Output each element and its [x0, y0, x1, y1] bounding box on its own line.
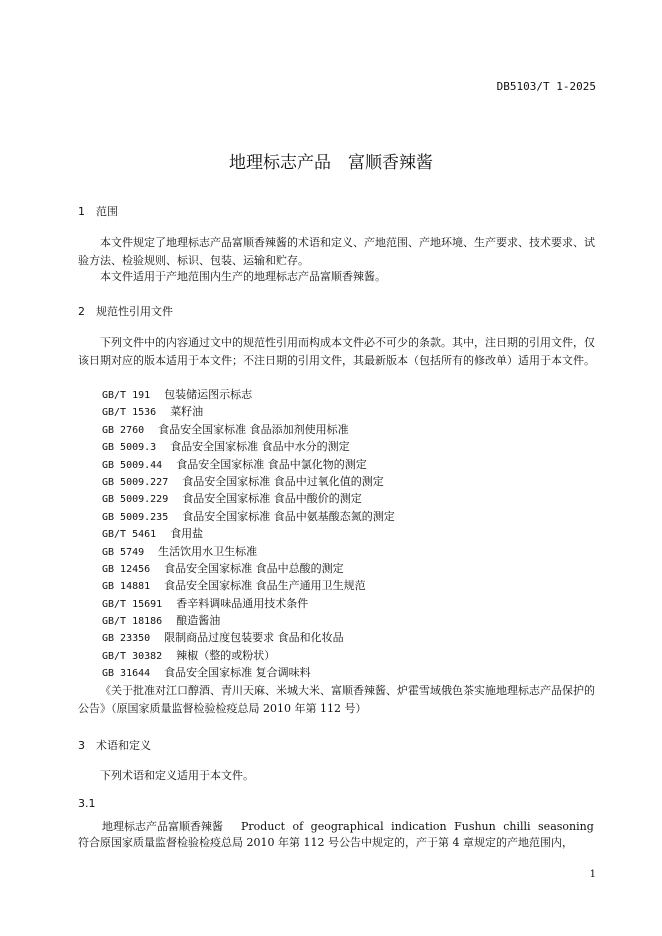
list-item	[102, 386, 395, 403]
subsection-number: 3.1	[78, 797, 96, 810]
terms-intro: 下列术语和定义适用于本文件。	[100, 769, 254, 782]
list-item	[102, 664, 395, 681]
section-1-heading	[78, 203, 118, 219]
list-item	[102, 647, 395, 664]
reference-code: GB 12456	[102, 563, 151, 575]
applicability-paragraph: 本文件适用于产地范围内生产的地理标志产品富顺香辣酱。	[100, 270, 386, 283]
list-item	[102, 543, 395, 560]
document-title: 地理标志产品 富顺香辣酱	[229, 153, 433, 173]
page-number: 1	[589, 869, 596, 880]
reference-title: 食品安全国家标准 食品中水分的测定	[170, 440, 350, 454]
reference-title: 包装储运图示标志	[164, 388, 253, 401]
list-item	[102, 473, 395, 490]
reference-list	[102, 386, 395, 682]
reference-title: 食品安全国家标准 食品中过氧化值的测定	[182, 474, 384, 488]
list-item	[102, 508, 395, 525]
section-title: 规范性引用文件	[96, 305, 173, 318]
section-2-heading	[78, 303, 173, 319]
reference-code: GB 5009.227	[102, 476, 169, 488]
reference-code: GB 23350	[102, 633, 151, 645]
term-chinese: 地理标志产品富顺香辣酱	[102, 820, 223, 833]
reference-title: 食品安全国家标准 食品中氨基酸态氮的测定	[182, 509, 395, 523]
reference-title: 食用盐	[170, 527, 204, 541]
list-item	[102, 421, 395, 438]
list-item	[102, 595, 395, 612]
reference-title: 食品安全国家标准 复合调味料	[164, 666, 311, 680]
reference-title: 食品安全国家标准 食品添加剂使用标准	[158, 422, 349, 436]
scope-paragraph: 本文件规定了地理标志产品富顺香辣酱的术语和定义、产地范围、产地环境、生产要求、技术要求、试验方法、检验规则、标识、包装、运输和贮存。	[78, 236, 595, 267]
reference-title: 生活饮用水卫生标准	[158, 544, 258, 558]
section-number: 1	[78, 205, 85, 218]
list-item	[102, 560, 395, 577]
list-item	[102, 438, 395, 455]
reference-title: 辣椒（整的或粉状）	[176, 648, 276, 662]
reference-code: GB 2760	[102, 424, 145, 436]
reference-code: GB 5009.235	[102, 511, 169, 523]
section-number: 3	[78, 739, 85, 752]
document-code: DB5103/T 1-2025	[496, 80, 596, 93]
reference-title: 食品安全国家标准 食品中氯化物的测定	[176, 457, 367, 471]
reference-title: 菜籽油	[170, 405, 204, 419]
term-english: Product of geographical indication Fushun chilli seasoning	[241, 820, 594, 833]
reference-code: GB/T 18186	[102, 616, 163, 628]
reference-code: GB/T 30382	[102, 650, 163, 662]
reference-code: GB 31644	[102, 668, 151, 680]
reference-title: 香辛料调味品通用技术条件	[176, 596, 309, 610]
reference-title: 食品安全国家标准 食品中总酸的测定	[164, 561, 344, 575]
reference-code: GB 5009.3	[102, 442, 157, 454]
list-item	[102, 403, 395, 420]
reference-code: GB/T 5461	[102, 529, 157, 541]
list-item	[102, 612, 395, 629]
list-item	[102, 577, 395, 594]
section-title: 术语和定义	[96, 739, 151, 752]
reference-title: 限制商品过度包装要求 食品和化妆品	[164, 631, 344, 645]
reference-code: GB/T 1536	[102, 407, 157, 419]
reference-title: 食品安全国家标准 食品中酸价的测定	[182, 492, 362, 506]
section-number: 2	[78, 305, 85, 318]
announcement-reference: 《关于批准对江口醇酒、青川天麻、米城大米、富顺香辣酱、炉霍雪域俄色茶实施地理标志产品保护的公告》（原国家质量监督检验检疫总局 2010 年第 112 号）	[78, 684, 595, 715]
section-3-heading	[78, 737, 151, 753]
reference-code: GB 14881	[102, 581, 151, 593]
reference-code: GB 5749	[102, 546, 145, 558]
reference-code: GB 5009.229	[102, 494, 169, 506]
list-item	[102, 456, 395, 473]
term-definition: 符合原国家质量监督检验检疫总局 2010 年第 112 号公告中规定的，产于第 4 章规定的产地范围内，	[78, 836, 573, 849]
list-item	[102, 490, 395, 507]
reference-code: GB/T 191	[102, 390, 151, 401]
reference-title: 酿造酱油	[176, 614, 221, 628]
reference-title: 食品安全国家标准 食品生产通用卫生规范	[164, 579, 366, 593]
section-title: 范围	[96, 205, 118, 218]
list-item	[102, 525, 395, 542]
list-item	[102, 629, 395, 646]
reference-code: GB/T 15691	[102, 598, 163, 610]
normative-references-intro: 下列文件中的内容通过文中的规范性引用而构成本文件必不可少的条款。其中，注日期的引用文件，仅该日期对应的版本适用于本文件；不注日期的引用文件，其最新版本（包括所有的修改单）适用于本文件。	[78, 336, 595, 367]
term-entry	[102, 818, 594, 834]
reference-code: GB 5009.44	[102, 459, 163, 471]
